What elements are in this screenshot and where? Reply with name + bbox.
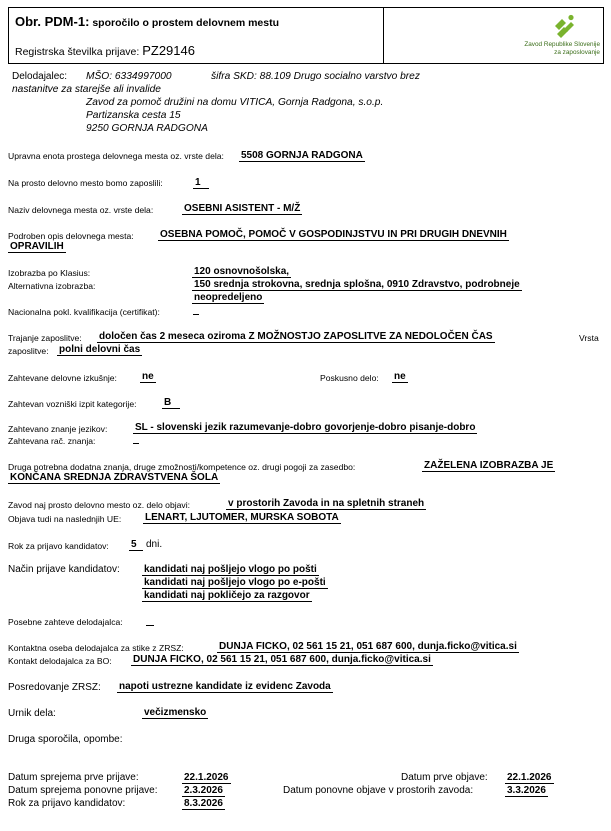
npk-value (193, 314, 199, 315)
employer-skd: šifra SKD: 88.109 Drugo socialno varstvo brez (211, 71, 420, 82)
rok-za-prijavo-label: Rok za prijavo kandidatov: (8, 798, 126, 809)
form-title-text: sporočilo o prostem delovnem mestu (89, 17, 280, 29)
upravna-enota-value: 5508 GORNJA RADGONA (241, 150, 363, 161)
kontakt-zrsz-value: DUNJA FICKO, 02 561 15 21, 051 687 600, dunja.ficko@vitica.si (219, 641, 517, 652)
trajanje-label: Trajanje zaposlitve: (8, 333, 82, 343)
employer-label: Delodajalec: (12, 71, 68, 82)
posredovanje-label: Posredovanje ZRSZ: (8, 682, 101, 693)
izobrazba-label: Izobrazba po Klasius: (8, 268, 91, 278)
zrsz-logo-icon (552, 14, 576, 38)
trajanje-value: določen čas 2 meseca oziroma Z MOŽNOSTJO ZAPOSLITVE ZA NEDOLOČEN ČAS (99, 331, 493, 342)
ue-label: Objava tudi na naslednjih UE: (8, 514, 122, 524)
upravna-enota-label: Upravna enota prostega delovnega mesta oz. vrste dela: (8, 151, 224, 161)
posebne-zahteve-value (146, 625, 154, 626)
rac-znanja-label: Zahtevana rač. znanja: (8, 436, 96, 446)
vozniski-value: B (162, 397, 180, 409)
employer-mso: MŠO: 6334997000 (86, 71, 172, 82)
kontakt-zrsz-label: Kontaktna oseba delodajalca za stike z ZRSZ: (8, 643, 184, 653)
datum-prve-objave-value: 22.1.2026 (507, 772, 552, 783)
naziv-label: Naziv delovnega mesta oz. vrste dela: (8, 205, 154, 215)
reg-value: PZ29146 (142, 43, 195, 58)
opis-label: Podroben opis delovnega mesta: (8, 231, 134, 241)
objava-value: v prostorih Zavoda in na spletnih straneh (228, 498, 425, 509)
alt-izobrazba-value-2: neopredeljeno (194, 292, 263, 303)
registration-number (15, 42, 195, 60)
naziv-value: OSEBNI ASISTENT - M/Ž (184, 203, 301, 214)
opis-value-2: OPRAVILIH (10, 241, 64, 252)
urnik-label: Urnik dela: (8, 708, 56, 719)
vrsta-value: polni delovni čas (59, 344, 141, 355)
logo-line-1: Zavod Republike Slovenije (524, 41, 600, 48)
reg-label: Registrska številka prijave: (15, 46, 143, 58)
opis-value-1: OSEBNA POMOČ, POMOČ V GOSPODINJSTVU IN PRI DRUGIH DNEVNIH (160, 229, 507, 240)
nacin-item-1: kandidati naj pošljejo vlogo po pošti (144, 564, 317, 575)
izobrazba-value: 120 osnovnošolska, (194, 266, 290, 277)
izkusnje-label: Zahtevane delovne izkušnje: (8, 373, 117, 383)
employer-name: Zavod za pomoč družini na domu VITICA, Gornja Radgona, s.o.p. (86, 97, 384, 108)
posredovanje-value: napoti ustrezne kandidate iz evidenc Zavoda (119, 681, 331, 692)
datum-ponovne-objave-value: 3.3.2026 (507, 785, 546, 796)
alt-izobrazba-value-1: 150 srednja strokovna, srednja splošna, 0910 Zdravstvo, podrobneje (194, 279, 520, 290)
form-title (15, 13, 279, 31)
datum-prve-prijave-label: Datum sprejema prve prijave: (8, 772, 139, 783)
kontakt-bo-value: DUNJA FICKO, 02 561 15 21, 051 687 600, dunja.ficko@vitica.si (133, 654, 431, 665)
izkusnje-value: ne (142, 371, 154, 382)
objava-label: Zavod naj prosto delovno mesto oz. delo objavi: (8, 500, 191, 510)
rac-znanja-value (133, 443, 139, 444)
form-code: Obr. PDM-1: (15, 14, 90, 29)
logo-line-2: za zaposlovanje (554, 49, 600, 56)
stevilo-label: Na prosto delovno mesto bomo zaposlili: (8, 178, 163, 188)
nacin-label: Način prijave kandidatov: (8, 564, 120, 575)
nacin-item-2: kandidati naj pošljejo vlogo po e-pošti (144, 577, 326, 588)
vrsta-label-1: Vrsta (579, 333, 599, 343)
urnik-value: večizmensko (144, 707, 207, 718)
rok-value: 5 (129, 539, 143, 551)
alt-izobrazba-label: Alternativna izobrazba: (8, 281, 96, 291)
vozniski-label: Zahtevan vozniški izpit kategorije: (8, 399, 137, 409)
druga-znanja-value-1: ZAŽELENA IZOBRAZBA JE (424, 460, 554, 471)
form-header (8, 7, 604, 64)
druga-znanja-value-2: KONČANA SREDNJA ZDRAVSTVENA ŠOLA (10, 472, 219, 483)
employer-skd-cont: nastanitve za starejše ali invalide (12, 84, 161, 95)
datum-ponovne-prijave-label: Datum sprejema ponovne prijave: (8, 785, 158, 796)
druga-sporocila-label: Druga sporočila, opombe: (8, 734, 123, 745)
ue-value: LENART, LJUTOMER, MURSKA SOBOTA (145, 512, 339, 523)
stevilo-value: 1 (193, 177, 209, 189)
datum-prve-prijave-value: 22.1.2026 (184, 772, 229, 783)
poskusno-label: Poskusno delo: (320, 373, 379, 383)
zrsz-logo-text (524, 41, 600, 57)
employer-street: Partizanska cesta 15 (86, 110, 181, 121)
zrsz-logo (384, 8, 603, 63)
rok-label: Rok za prijavo kandidatov: (8, 541, 109, 551)
npk-label: Nacionalna pokl. kvalifikacija (certifikat): (8, 307, 160, 317)
employer-city: 9250 GORNJA RADGONA (86, 123, 208, 134)
jeziki-value: SL - slovenski jezik razumevanje-dobro govorjenje-dobro pisanje-dobro (135, 422, 476, 433)
vrsta-label-2: zaposlitve: (8, 346, 49, 356)
rok-za-prijavo-value: 8.3.2026 (184, 798, 223, 809)
rok-unit: dni. (146, 539, 163, 550)
nacin-item-3: kandidati naj pokličejo za razgovor (144, 590, 310, 601)
poskusno-value: ne (394, 371, 406, 382)
datum-ponovne-objave-label: Datum ponovne objave v prostorih zavoda: (283, 785, 474, 796)
jeziki-label: Zahtevano znanje jezikov: (8, 424, 108, 434)
druga-znanja-label: Druga potrebna dodatna znanja, druge zmožnosti/kompetence oz. drugi pogoji za zasedbo: (8, 462, 356, 472)
datum-prve-objave-label: Datum prve objave: (401, 772, 488, 783)
kontakt-bo-label: Kontakt delodajalca za BO: (8, 656, 112, 666)
posebne-zahteve-label: Posebne zahteve delodajalca: (8, 617, 123, 627)
datum-ponovne-prijave-value: 2.3.2026 (184, 785, 223, 796)
form-header-left (9, 8, 384, 63)
